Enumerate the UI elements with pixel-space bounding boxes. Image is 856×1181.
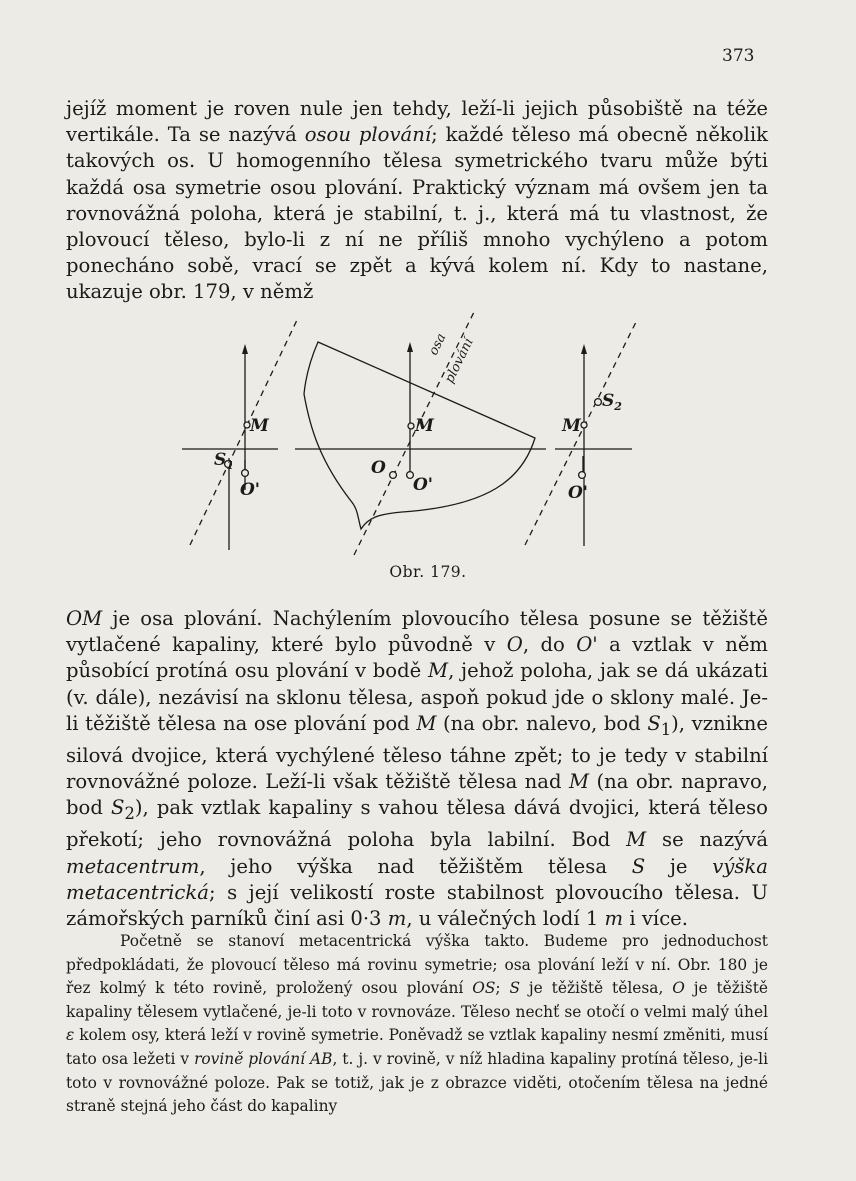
axis-label-plovani: plování [442,336,477,386]
label-O-middle: O [371,458,386,478]
label-M-right: M [562,416,581,436]
label-S1: $S_1$ [214,450,234,472]
paragraph-3-small: Početně se stanoví metacentrická výška takto. Budeme pro jednoduchost předpokládati, že plovoucí těleso má rovinu symetrie; osa plování leží v ní. Obr. 180 je řez kolmý k této rovině, proložený osou plování OS; S je těžiště tělesa, O je těžiště kapaliny tělesem vytlačené, je-li toto v rovnováze. Těleso nechť se otočí o velmi malý úhel ε kolem osy, která leží v rovině symetrie. Poněvadž se vztlak kapaliny nesmí změniti, musí tato osa ležeti v rovině plování AB, t. j. v rovině, v níž hladina kapaliny protíná těleso, je-li toto v rovnovážné poloze. Pak se totiž, jak je z obrazce viděti, otočením tělesa na jedné straně stejná jeho část do kapaliny [66,932,768,1116]
label-O-prime-left: O' [240,480,261,500]
axis-label-osa: osa [426,331,450,358]
label-M-middle: M [415,416,434,436]
label-O-prime-middle: O' [413,475,434,495]
paragraph-2: OM je osa plování. Nachýlením plovoucího tělesa posune se těžiště vytlačené kapaliny, které bylo původně v O, do O' a vztlak v něm působící protíná osu plování v bodě M, jehož poloha, jak se dá ukázati (v. dále), nezávisí na sklonu tělesa, aspoň pokud jde o sklony malé. Je-li těžiště tělesa na ose plování pod M (na obr. nalevo, bod $S_1$), vznikne silová dvojice, která vychýlené těleso táhne zpět; to je tedy v stabilní rovnovážné poloze. Leží-li však těžiště tělesa nad M (na obr. napravo, bod $S_2$), pak vztlak kapaliny s vahou tělesa dává dvojici, která těleso překotí; jeho rovnovážná poloha byla labilní. Bod M se nazývá metacentrum, jeho výška nad těžištěm tělesa S je výška metacentrická; s její velikostí roste stabilnost plovoucího tělesa. U zámořských parníků činí asi 0·3 m, u válečných lodí 1 m i více. [66,607,769,931]
label-S2: $S_2$ [602,391,622,413]
figure-179 [170,300,650,570]
page-number: 373 [722,46,755,66]
label-O-prime-right: O' [568,483,589,503]
label-M-left: M [250,416,269,436]
paragraph-1: jejíž moment je roven nule jen tehdy, leží-li jejich působiště na téže vertikále. Ta se nazývá osou plování; každé těleso má obecně několik takových os. U homogenního tělesa symetrického tvaru může býti každá osa symetrie osou plování. Praktický význam má ovšem jen ta rovnovážná poloha, která je stabilní, t. j., která má tu vlastnost, že plovoucí těleso, bylo-li z ní ne příliš mnoho vychýleno a potom ponecháno sobě, vrací se zpět a kývá kolem ní. Kdy to nastane, ukazuje obr. 179, v němž [66,97,768,304]
figure-caption: Obr. 179. [389,563,467,581]
